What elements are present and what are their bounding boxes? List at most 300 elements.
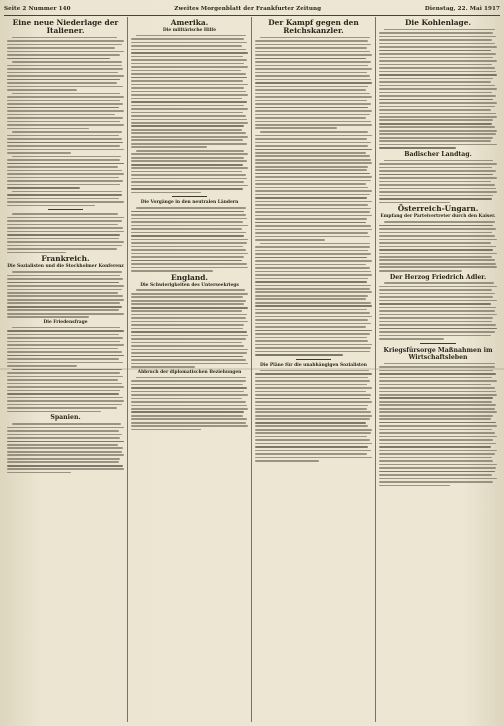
text-line bbox=[379, 266, 497, 268]
text-line bbox=[131, 401, 246, 403]
text-line bbox=[379, 289, 492, 291]
text-line bbox=[255, 180, 371, 182]
text-line bbox=[12, 131, 122, 133]
text-line bbox=[131, 42, 247, 44]
text-line bbox=[379, 39, 492, 41]
text-line bbox=[255, 173, 370, 175]
text-line bbox=[379, 464, 497, 466]
text-line bbox=[379, 310, 495, 312]
text-line bbox=[7, 227, 123, 229]
text-paragraph bbox=[255, 370, 372, 462]
article-headline: Der Kampf gegen den Reichskanzler. bbox=[268, 18, 359, 35]
text-line bbox=[255, 309, 367, 311]
text-line bbox=[7, 362, 123, 364]
text-line bbox=[255, 215, 372, 217]
text-line bbox=[379, 317, 493, 319]
text-line bbox=[7, 351, 122, 353]
text-line bbox=[379, 126, 495, 128]
text-line bbox=[379, 259, 495, 261]
text-line bbox=[379, 92, 492, 94]
text-line bbox=[379, 296, 493, 298]
text-paragraph bbox=[7, 131, 124, 154]
text-line bbox=[7, 379, 118, 381]
text-line bbox=[7, 282, 119, 284]
text-line bbox=[7, 65, 122, 67]
text-line bbox=[379, 46, 497, 48]
text-line bbox=[379, 324, 496, 326]
text-line bbox=[379, 50, 491, 52]
text-line bbox=[379, 170, 496, 172]
text-line bbox=[12, 423, 121, 425]
text-line bbox=[255, 103, 371, 105]
text-line bbox=[12, 37, 117, 39]
text-line bbox=[131, 218, 247, 220]
text-line bbox=[131, 167, 248, 169]
text-line bbox=[131, 119, 247, 121]
text-line bbox=[255, 117, 366, 119]
text-line bbox=[7, 365, 77, 367]
text-paragraph bbox=[379, 363, 497, 487]
text-line bbox=[7, 103, 123, 105]
text-line bbox=[379, 174, 493, 176]
text-line bbox=[255, 443, 372, 445]
text-line bbox=[379, 228, 496, 230]
text-line bbox=[379, 401, 492, 403]
text-line bbox=[255, 291, 372, 293]
text-line bbox=[255, 408, 367, 410]
text-line bbox=[255, 253, 371, 255]
text-line bbox=[255, 394, 371, 396]
text-line bbox=[136, 35, 246, 37]
text-paragraph bbox=[131, 207, 248, 271]
text-line bbox=[379, 60, 497, 62]
text-line bbox=[379, 391, 496, 393]
text-line bbox=[379, 188, 496, 190]
text-line bbox=[131, 239, 248, 241]
masthead-left: Seite 2 Nummer 140 bbox=[4, 5, 71, 12]
text-paragraph bbox=[255, 131, 372, 241]
text-line bbox=[255, 176, 372, 178]
text-line bbox=[379, 109, 491, 111]
article-subheading: Abbruch der diplomatischen Beziehungen bbox=[137, 369, 242, 375]
text-line bbox=[7, 334, 119, 336]
text-line bbox=[131, 157, 244, 159]
text-line bbox=[7, 472, 71, 474]
text-line bbox=[255, 260, 372, 262]
text-line bbox=[7, 163, 124, 165]
text-line bbox=[379, 335, 491, 337]
text-line bbox=[255, 194, 370, 196]
text-line bbox=[12, 93, 120, 95]
text-line bbox=[379, 102, 497, 104]
text-line bbox=[131, 160, 247, 162]
text-line bbox=[379, 314, 497, 316]
text-line bbox=[255, 239, 325, 241]
text-line bbox=[255, 211, 370, 213]
text-line bbox=[255, 162, 372, 164]
article-headline: Der Herzog Friedrich Adler. bbox=[389, 273, 487, 281]
text-line bbox=[255, 295, 368, 297]
text-line bbox=[7, 344, 124, 346]
text-line bbox=[131, 185, 248, 187]
text-paragraph bbox=[131, 150, 248, 193]
text-line bbox=[255, 387, 372, 389]
article-subheading: Die militärische Hilfe bbox=[162, 28, 217, 33]
text-line bbox=[255, 169, 367, 171]
text-line bbox=[7, 444, 118, 446]
text-line bbox=[379, 457, 492, 459]
text-line bbox=[379, 331, 495, 333]
text-line bbox=[131, 328, 243, 330]
text-line bbox=[255, 377, 368, 379]
section-divider bbox=[172, 196, 207, 197]
text-line bbox=[131, 38, 244, 40]
text-line bbox=[7, 355, 124, 357]
text-line bbox=[255, 246, 370, 248]
text-line bbox=[379, 36, 496, 38]
text-line bbox=[379, 249, 493, 251]
text-line bbox=[131, 242, 247, 244]
text-line bbox=[131, 324, 244, 326]
text-paragraph bbox=[7, 61, 124, 90]
article-headline: Die Kohlenlage. bbox=[405, 18, 471, 27]
text-line bbox=[131, 87, 244, 89]
text-line bbox=[7, 245, 122, 247]
text-line bbox=[379, 177, 497, 179]
text-line bbox=[379, 78, 493, 80]
text-line bbox=[379, 429, 492, 431]
text-line bbox=[7, 441, 124, 443]
text-line bbox=[131, 52, 248, 54]
text-line bbox=[131, 263, 247, 265]
text-line bbox=[379, 116, 497, 118]
text-line bbox=[131, 314, 247, 316]
text-line bbox=[255, 415, 372, 417]
text-line bbox=[379, 184, 495, 186]
text-line bbox=[379, 338, 444, 340]
text-line bbox=[255, 373, 372, 375]
text-line bbox=[379, 225, 493, 227]
text-line bbox=[255, 142, 371, 144]
article-headline: Eine neue Niederlage der Italiener. bbox=[12, 18, 119, 35]
text-line bbox=[131, 232, 246, 234]
text-line bbox=[131, 356, 243, 358]
text-line bbox=[379, 137, 493, 139]
text-line bbox=[379, 43, 495, 45]
text-line bbox=[131, 418, 247, 420]
text-line bbox=[131, 335, 248, 337]
text-line bbox=[255, 278, 368, 280]
text-line bbox=[131, 66, 248, 68]
text-line bbox=[131, 112, 243, 114]
text-line bbox=[379, 88, 497, 90]
text-line bbox=[255, 222, 366, 224]
text-line bbox=[7, 124, 124, 126]
text-line bbox=[379, 408, 495, 410]
text-line bbox=[379, 300, 497, 302]
text-line bbox=[379, 411, 497, 413]
text-line bbox=[255, 138, 367, 140]
text-line bbox=[7, 198, 119, 200]
text-line bbox=[379, 64, 492, 66]
text-line bbox=[255, 330, 372, 332]
text-line bbox=[7, 383, 122, 385]
text-line bbox=[7, 309, 119, 311]
text-line bbox=[379, 418, 491, 420]
text-line bbox=[7, 224, 118, 226]
text-line bbox=[7, 142, 123, 144]
text-line bbox=[255, 93, 370, 95]
text-line bbox=[12, 156, 121, 158]
text-line bbox=[379, 167, 492, 169]
text-line bbox=[379, 307, 496, 309]
text-line bbox=[7, 44, 122, 46]
article-headline: Österreich-Ungarn. bbox=[397, 204, 479, 214]
text-line bbox=[131, 98, 242, 100]
text-line bbox=[379, 485, 450, 487]
text-line bbox=[255, 354, 343, 356]
text-line bbox=[255, 274, 372, 276]
text-line bbox=[131, 115, 246, 117]
article-headline: Frankreich. bbox=[41, 254, 90, 264]
text-line bbox=[7, 411, 101, 413]
text-paragraph bbox=[7, 37, 124, 60]
text-line bbox=[7, 458, 120, 460]
text-paragraph bbox=[7, 213, 124, 253]
text-line bbox=[255, 155, 370, 157]
text-line bbox=[379, 71, 496, 73]
text-line bbox=[379, 453, 495, 455]
text-line bbox=[131, 63, 244, 65]
text-line bbox=[131, 300, 246, 302]
text-line bbox=[379, 256, 492, 258]
text-line bbox=[255, 302, 371, 304]
text-paragraph bbox=[7, 271, 124, 318]
text-line bbox=[131, 84, 248, 86]
text-line bbox=[131, 94, 248, 96]
text-line bbox=[131, 307, 248, 309]
page-fold bbox=[0, 368, 504, 370]
text-line bbox=[379, 195, 493, 197]
text-line bbox=[7, 348, 118, 350]
text-line bbox=[255, 166, 368, 168]
article-headline: England. bbox=[171, 272, 208, 282]
text-line bbox=[379, 239, 497, 241]
text-line bbox=[255, 58, 366, 60]
text-line bbox=[131, 303, 244, 305]
text-line bbox=[379, 53, 496, 55]
text-line bbox=[7, 330, 124, 332]
text-line bbox=[12, 213, 118, 215]
text-line bbox=[7, 341, 120, 343]
text-line bbox=[131, 181, 244, 183]
text-line bbox=[131, 171, 242, 173]
text-line bbox=[131, 411, 244, 413]
text-line bbox=[379, 235, 495, 237]
text-line bbox=[7, 86, 123, 88]
text-line bbox=[255, 288, 370, 290]
text-line bbox=[131, 422, 246, 424]
text-line bbox=[131, 408, 248, 410]
text-line bbox=[255, 127, 337, 129]
text-line bbox=[255, 257, 367, 259]
text-line bbox=[379, 253, 497, 255]
article-subheading: Die Sozialisten und die Stockholmer Konferenz bbox=[7, 264, 124, 270]
text-line bbox=[379, 270, 462, 272]
text-line bbox=[131, 164, 243, 166]
text-line bbox=[379, 198, 492, 200]
text-line bbox=[255, 351, 370, 353]
text-line bbox=[384, 29, 495, 31]
article-subheading: Die Schwierigkeiten des Unterseekriegs bbox=[140, 282, 239, 288]
text-line bbox=[255, 183, 366, 185]
text-paragraph bbox=[7, 93, 124, 129]
text-line bbox=[7, 184, 120, 186]
text-line bbox=[379, 74, 497, 76]
text-line bbox=[136, 207, 246, 209]
masthead-title: Zweites Morgenblatt der Frankfurter Zeitung bbox=[174, 5, 322, 12]
text-line bbox=[379, 328, 497, 330]
text-line bbox=[131, 260, 242, 262]
text-line bbox=[255, 422, 366, 424]
text-line bbox=[131, 225, 248, 227]
text-line bbox=[379, 443, 496, 445]
text-paragraph bbox=[379, 160, 497, 203]
text-line bbox=[255, 135, 372, 137]
text-line bbox=[255, 344, 372, 346]
text-line bbox=[255, 432, 371, 434]
text-line bbox=[260, 37, 370, 39]
text-line bbox=[131, 296, 243, 298]
text-line bbox=[379, 119, 493, 121]
text-line bbox=[131, 73, 246, 75]
text-line bbox=[255, 152, 366, 154]
text-line bbox=[255, 145, 368, 147]
section-divider bbox=[48, 209, 83, 210]
article-headline: Kriegsfürsorge Maßnahmen im Wirtschaftsleben bbox=[383, 346, 493, 361]
text-line bbox=[7, 110, 124, 112]
text-line bbox=[131, 384, 243, 386]
text-line bbox=[131, 359, 246, 361]
text-line bbox=[255, 450, 371, 452]
text-line bbox=[131, 310, 242, 312]
text-line bbox=[379, 81, 491, 83]
text-line bbox=[255, 86, 368, 88]
text-line bbox=[260, 131, 368, 133]
text-line bbox=[7, 234, 120, 236]
text-line bbox=[255, 82, 372, 84]
text-line bbox=[7, 299, 124, 301]
text-line bbox=[131, 228, 242, 230]
text-line bbox=[255, 72, 367, 74]
text-line bbox=[7, 313, 124, 315]
text-line bbox=[255, 436, 367, 438]
text-line bbox=[7, 376, 123, 378]
text-line bbox=[379, 387, 495, 389]
text-line bbox=[384, 363, 495, 365]
text-line bbox=[7, 465, 123, 467]
text-line bbox=[255, 425, 368, 427]
text-line bbox=[131, 267, 248, 269]
article-subheading: Empfang der Parteivertreter durch den Kaiser. bbox=[380, 214, 496, 220]
section-divider bbox=[296, 359, 331, 360]
text-line bbox=[255, 54, 372, 56]
text-line bbox=[255, 107, 368, 109]
text-line bbox=[7, 170, 122, 172]
text-line bbox=[255, 405, 368, 407]
text-line bbox=[7, 454, 124, 456]
text-line bbox=[379, 163, 497, 165]
text-paragraph bbox=[7, 369, 124, 412]
text-line bbox=[255, 229, 372, 231]
text-line bbox=[379, 439, 493, 441]
text-line bbox=[131, 425, 248, 427]
text-line bbox=[255, 65, 368, 67]
text-line bbox=[255, 323, 371, 325]
text-line bbox=[379, 436, 497, 438]
text-line bbox=[7, 159, 120, 161]
text-line bbox=[7, 468, 124, 470]
text-line bbox=[379, 202, 450, 204]
text-line bbox=[12, 61, 122, 63]
text-line bbox=[131, 363, 248, 365]
article-headline: Badischer Landtag. bbox=[404, 150, 472, 158]
text-line bbox=[7, 292, 118, 294]
text-line bbox=[131, 253, 248, 255]
text-line bbox=[255, 298, 366, 300]
text-line bbox=[131, 221, 243, 223]
text-line bbox=[255, 457, 372, 459]
text-paragraph bbox=[379, 221, 497, 271]
text-line bbox=[255, 398, 370, 400]
text-line bbox=[131, 178, 247, 180]
text-line bbox=[379, 384, 491, 386]
text-line bbox=[7, 437, 120, 439]
text-line bbox=[131, 45, 242, 47]
text-line bbox=[255, 429, 372, 431]
text-line bbox=[131, 59, 247, 61]
text-line bbox=[7, 241, 124, 243]
text-line bbox=[7, 220, 122, 222]
text-line bbox=[379, 321, 492, 323]
text-line bbox=[12, 271, 122, 273]
text-line bbox=[379, 191, 497, 193]
text-line bbox=[131, 174, 246, 176]
text-line bbox=[255, 305, 372, 307]
text-line bbox=[131, 352, 247, 354]
text-line bbox=[255, 446, 368, 448]
text-line bbox=[136, 289, 245, 291]
text-line bbox=[131, 211, 244, 213]
text-line bbox=[131, 246, 243, 248]
text-line bbox=[131, 321, 248, 323]
text-line bbox=[379, 263, 496, 265]
article-headline: Spanien. bbox=[50, 414, 81, 422]
text-line bbox=[7, 187, 80, 189]
text-line bbox=[7, 75, 124, 77]
text-line bbox=[7, 117, 123, 119]
text-line bbox=[131, 345, 244, 347]
text-line bbox=[7, 54, 120, 56]
text-line bbox=[384, 160, 493, 162]
text-line bbox=[131, 415, 243, 417]
text-line bbox=[131, 70, 241, 72]
text-line bbox=[131, 256, 244, 258]
text-line bbox=[7, 149, 124, 151]
text-line bbox=[7, 145, 120, 147]
text-line bbox=[131, 429, 201, 431]
text-line bbox=[379, 99, 493, 101]
